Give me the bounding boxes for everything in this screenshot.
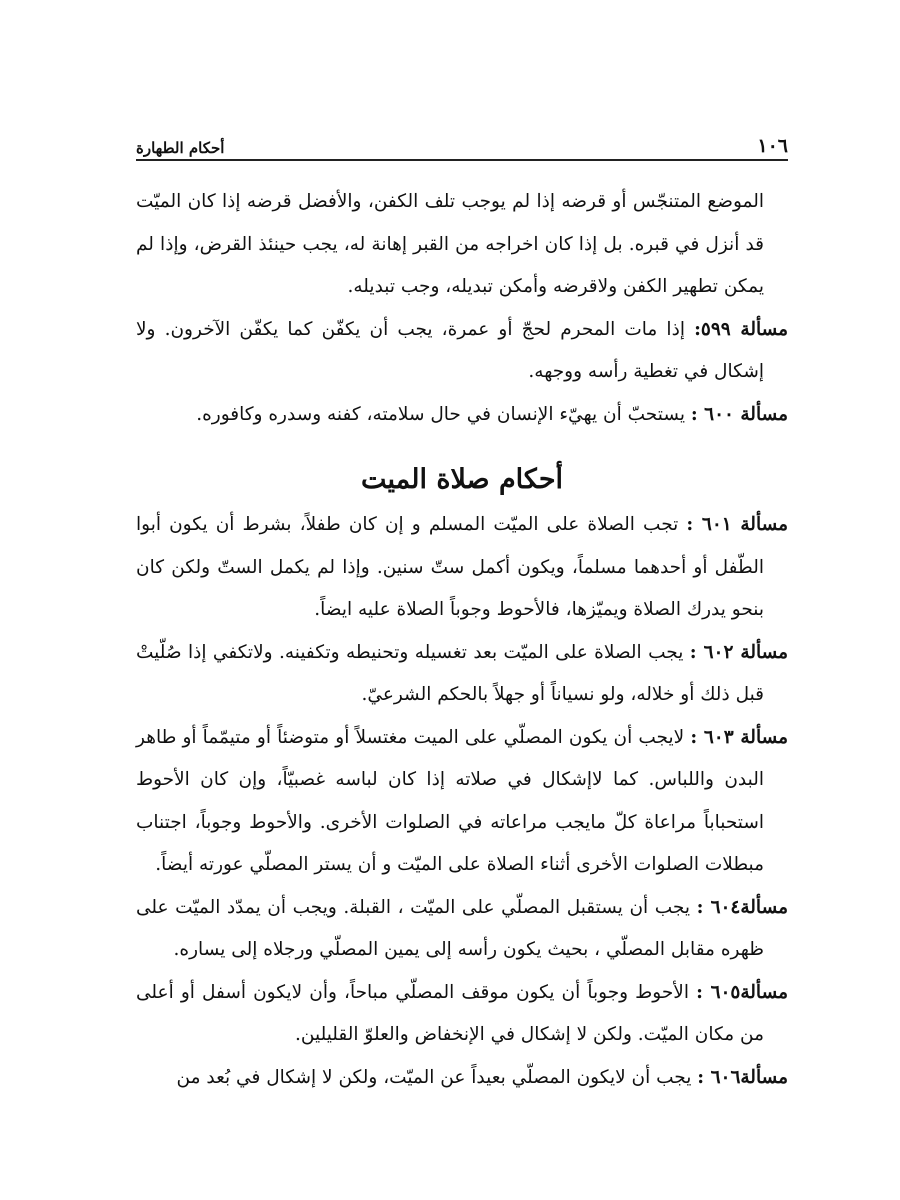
issue-603 bbox=[136, 717, 788, 887]
issue-label: مسألة٦٠٥ : bbox=[696, 981, 788, 1003]
issue-600 bbox=[136, 394, 788, 437]
issue-601 bbox=[136, 504, 788, 632]
issue-605 bbox=[136, 972, 788, 1057]
issue-text: إذا مات المحرم لحجّ أو عمرة، يجب أن يكفّن كما يكفّن الآخرون. ولا إشكال في تغطية رأسه ووجهه. bbox=[136, 318, 764, 382]
issue-text: يجب أن لايكون المصلّي بعيداً عن الميّت، ولكن لا إشكال في بُعد من bbox=[176, 1066, 692, 1088]
continued-paragraph: الموضع المتنجّس أو قرضه إذا لم يوجب تلف الكفن، والأفضل قرضه إذا كان الميّت قد أنزل في قبره. بل إذا كان اخراجه من القبر إهانة له، يجب حينئذ القرض، وإذا لم يمكن تطهير الكفن ولاقرضه وأمكن تبديله، وجب تبديله. bbox=[136, 191, 764, 297]
running-header bbox=[136, 125, 788, 161]
issue-text: تجب الصلاة على الميّت المسلم و إن كان طفلاً، بشرط أن يكون أبوا الطّفل أو أحدهما مسلماً، ويكون أكمل ستّ سنين. وإذا لم يكمل الستّ ولكن كان بنحو يدرك الصلاة ويميّزها، فالأحوط وجوباً الصلاة عليه ايضاً. bbox=[136, 514, 764, 620]
issue-label: مسألة٦٠٦ : bbox=[697, 1066, 788, 1088]
issue-label: مسألة٦٠٤ : bbox=[696, 896, 788, 918]
page-number: ١٠٦ bbox=[757, 135, 788, 157]
page-body bbox=[136, 181, 788, 1099]
issue-599 bbox=[136, 309, 788, 394]
issue-label: مسألة ٦٠٣ : bbox=[690, 726, 788, 748]
issue-text: لايجب أن يكون المصلّي على الميت مغتسلاً أو متوضئاً أو متيمّماً أو طاهر البدن واللباس. كما لاإشكال في صلاته إذا كان لباسه غصبيّاً، وإن كان الأحوط استحباباً مراعاة كلّ مايجب مراعاته في الصلوات الأخرى. والأحوط وجوباً، اجتناب مبطلات الصلوات الأخرى أثناء الصلاة على الميّت و أن يستر المصلّي عورته أيضاً. bbox=[136, 726, 764, 875]
issue-text: الأحوط وجوباً أن يكون موقف المصلّي مباحاً، وأن لايكون أسفل أو أعلى من مكان الميّت. ولكن لا إشكال في الإنخفاض والعلوّ القليلين. bbox=[136, 981, 764, 1045]
issue-label: مسألة ٦٠٠ : bbox=[690, 403, 788, 425]
issue-606 bbox=[136, 1057, 788, 1100]
issue-label: مسألة ٥٩٩: bbox=[694, 318, 789, 340]
section-title: أحكام صلاة الميت bbox=[360, 464, 564, 495]
issue-label: مسألة ٦٠٢ : bbox=[689, 641, 788, 663]
book-page bbox=[136, 125, 788, 1125]
issue-text: يجب أن يستقبل المصلّي على الميّت ، القبلة. ويجب أن يمدّد الميّت على ظهره مقابل المصلّي ، بحيث يكون رأسه إلى يمين المصلّي ورجلاه إلى يساره. bbox=[136, 896, 764, 960]
running-header-title: أحكام الطهارة bbox=[136, 139, 225, 157]
issue-text: يستحبّ أن يهيّء الإنسان في حال سلامته، كفنه وسدره وكافوره. bbox=[196, 403, 685, 425]
issue-label: مسألة ٦٠١ : bbox=[686, 514, 788, 535]
issue-text: يجب الصلاة على الميّت بعد تغسيله وتحنيطه وتكفينه. ولاتكفي إذا صُلّيتْ قبل ذلك أو خلاله، ولو نسياناً أو جهلاً بالحكم الشرعيّ. bbox=[136, 641, 764, 705]
issue-604 bbox=[136, 887, 788, 972]
issue-602 bbox=[136, 632, 788, 717]
